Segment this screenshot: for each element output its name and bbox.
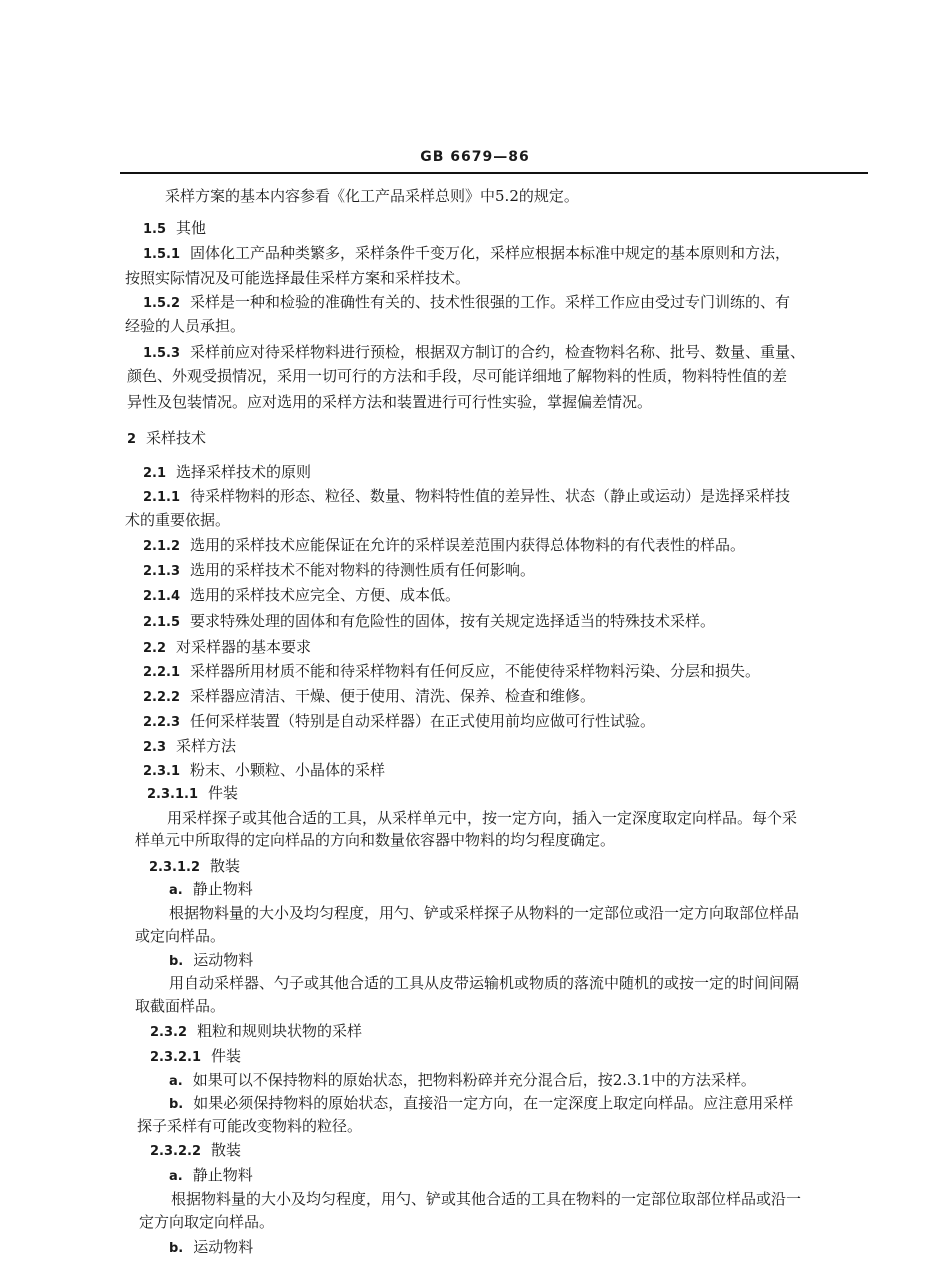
clause-text: 静止物料 — [192, 1166, 253, 1184]
clause-number: 2.3.2 — [150, 1025, 188, 1040]
clause-number: 2.1.4 — [143, 589, 181, 604]
clause-text: 取截面样品。 — [135, 997, 226, 1015]
clause-number: 2.3.1 — [143, 764, 181, 779]
clause-number: a. — [169, 883, 183, 898]
clause-number: b. — [169, 954, 184, 969]
clause-text: 运动物料 — [193, 951, 254, 969]
text-line — [169, 1070, 756, 1092]
text-line — [135, 926, 225, 946]
clause-number: 2 — [127, 432, 137, 447]
text-line — [150, 1140, 241, 1162]
clause-text: 件装 — [208, 784, 239, 802]
text-line — [125, 510, 230, 530]
standard-code-header: GB 6679—86 — [420, 149, 530, 165]
clause-text: 样单元中所取得的定向样品的方向和数量依容器中物料的均匀程度确定。 — [135, 831, 616, 849]
clause-number: 2.1.5 — [143, 615, 181, 630]
clause-number: 2.2.3 — [143, 715, 181, 730]
clause-text: 或定向样品。 — [135, 927, 226, 945]
clause-text: 散装 — [210, 857, 241, 875]
text-line — [169, 1165, 253, 1187]
text-line — [169, 903, 799, 923]
clause-text: 任何采样装置（特别是自动采样器）在正式使用前均应做可行性试验。 — [190, 712, 656, 730]
clause-text: 采样器所用材质不能和待采样物料有任何反应，不能使待采样物料污染、分层和损失。 — [190, 662, 761, 680]
text-line — [169, 973, 799, 993]
clause-text: 对采样器的基本要求 — [176, 638, 312, 656]
clause-number: 2.3.1.1 — [147, 787, 198, 802]
clause-number: 2.2.1 — [143, 665, 181, 680]
clause-text: 选用的采样技术应完全、方便、成本低。 — [190, 586, 461, 604]
text-line — [169, 879, 253, 901]
text-line — [143, 292, 790, 314]
clause-text: 粗粒和规则块状物的采样 — [197, 1022, 363, 1040]
clause-text: 散装 — [211, 1141, 242, 1159]
text-line — [150, 1021, 362, 1043]
clause-text: 术的重要依据。 — [125, 511, 231, 529]
clause-number: 1.5.2 — [143, 296, 181, 311]
clause-text: 如果必须保持物料的原始状态，直接沿一定方向，在一定深度上取定向样品。应注意用采样 — [193, 1094, 794, 1112]
text-line — [169, 1093, 793, 1115]
clause-number: 2.1.3 — [143, 564, 181, 579]
text-line — [143, 611, 715, 633]
text-line — [125, 268, 470, 288]
text-line — [135, 996, 225, 1016]
clause-text: 待采样物料的形态、粒径、数量、物料特性值的差异性、状态（静止或运动）是选择采样技 — [190, 487, 791, 505]
clause-text: 采样器应清洁、干燥、便于使用、清洗、保养、检查和维修。 — [190, 687, 596, 705]
text-line — [143, 760, 385, 782]
clause-number: 2.3.2.2 — [150, 1144, 201, 1159]
clause-text: 固体化工产品种类繁多，采样条件千变万化，采样应根据本标准中规定的基本原则和方法， — [190, 244, 791, 262]
clause-number: a. — [169, 1169, 183, 1184]
clause-text: 采样方法 — [176, 737, 237, 755]
clause-text: 定方向取定向样品。 — [139, 1213, 275, 1231]
clause-number: 2.1.1 — [143, 490, 181, 505]
text-line — [127, 392, 652, 412]
text-line — [143, 462, 311, 484]
text-line — [143, 637, 311, 659]
clause-text: 根据物料量的大小及均匀程度，用勺、铲或采样探子从物料的一定部位或沿一定方向取部位样品 — [169, 904, 800, 922]
clause-text: 其他 — [176, 219, 207, 237]
text-line — [143, 661, 760, 683]
text-line — [135, 830, 615, 850]
text-line — [149, 856, 240, 878]
text-line — [169, 1237, 253, 1259]
text-line — [143, 711, 655, 733]
clause-text: 采样是一种和检验的准确性有关的、技术性很强的工作。采样工作应由受过专门训练的、有 — [190, 293, 791, 311]
clause-text: 探子采样有可能改变物料的粒径。 — [137, 1117, 363, 1135]
text-line — [139, 1212, 274, 1232]
clause-number: 1.5 — [143, 222, 167, 237]
text-line — [127, 428, 206, 450]
text-line — [147, 783, 238, 805]
text-line — [171, 1189, 801, 1209]
text-line — [143, 243, 790, 265]
clause-text: 选用的采样技术不能对物料的待测性质有任何影响。 — [190, 561, 536, 579]
clause-text: 选用的采样技术应能保证在允许的采样误差范围内获得总体物料的有代表性的样品。 — [190, 536, 746, 554]
clause-number: 2.3.2.1 — [150, 1050, 201, 1065]
text-line — [143, 218, 206, 240]
clause-number: b. — [169, 1241, 184, 1256]
clause-text: 选择采样技术的原则 — [176, 463, 312, 481]
clause-text: 经验的人员承担。 — [125, 317, 246, 335]
text-line — [169, 950, 253, 972]
clause-text: 如果可以不保持物料的原始状态，把物料粉碎并充分混合后，按2.3.1中的方法采样。 — [192, 1071, 756, 1089]
text-line — [150, 1046, 241, 1068]
clause-text: 颜色、外观受损情况，采用一切可行的方法和手段，尽可能详细地了解物料的性质，物料特性值的差 — [127, 367, 788, 385]
clause-number: 2.1.2 — [143, 539, 181, 554]
clause-text: 粉末、小颗粒、小晶体的采样 — [190, 761, 386, 779]
clause-text: 运动物料 — [193, 1238, 254, 1256]
text-line — [143, 560, 535, 582]
clause-text: 用自动采样器、勺子或其他合适的工具从皮带运输机或物质的落流中随机的或按一定的时间间隔 — [169, 974, 800, 992]
clause-number: 2.2.2 — [143, 690, 181, 705]
text-line — [143, 736, 236, 758]
clause-text: 件装 — [211, 1047, 242, 1065]
text-line — [143, 342, 805, 364]
clause-number: 1.5.3 — [143, 346, 181, 361]
text-line — [167, 808, 797, 828]
clause-text: 异性及包装情况。应对选用的采样方法和装置进行可行性实验，掌握偏差情况。 — [127, 393, 653, 411]
clause-text: 用采样探子或其他合适的工具，从采样单元中，按一定方向，插入一定深度取定向样品。每个采 — [167, 809, 798, 827]
header-rule — [120, 172, 868, 174]
clause-number: a. — [169, 1074, 183, 1089]
clause-text: 采样前应对待采样物料进行预检，根据双方制订的合约，检查物料名称、批号、数量、重量、 — [190, 343, 806, 361]
clause-text: 按照实际情况及可能选择最佳采样方案和采样技术。 — [125, 269, 471, 287]
text-line — [143, 686, 595, 708]
clause-text: 采样方案的基本内容参看《化工产品采样总则》中5.2的规定。 — [165, 187, 579, 205]
clause-number: 2.1 — [143, 466, 167, 481]
clause-number: 1.5.1 — [143, 247, 181, 262]
text-line — [137, 1116, 362, 1136]
text-line — [127, 366, 787, 386]
clause-number: b. — [169, 1097, 184, 1112]
text-line — [165, 186, 579, 206]
text-line — [125, 316, 245, 336]
clause-text: 静止物料 — [192, 880, 253, 898]
text-line — [143, 535, 745, 557]
clause-text: 要求特殊处理的固体和有危险性的固体，按有关规定选择适当的特殊技术采样。 — [190, 612, 716, 630]
clause-number: 2.3.1.2 — [149, 860, 200, 875]
text-line — [143, 486, 790, 508]
clause-number: 2.2 — [143, 641, 167, 656]
text-line — [143, 585, 460, 607]
clause-text: 采样技术 — [146, 429, 207, 447]
clause-number: 2.3 — [143, 740, 167, 755]
clause-text: 根据物料量的大小及均匀程度，用勺、铲或其他合适的工具在物料的一定部位取部位样品或沿一 — [171, 1190, 802, 1208]
